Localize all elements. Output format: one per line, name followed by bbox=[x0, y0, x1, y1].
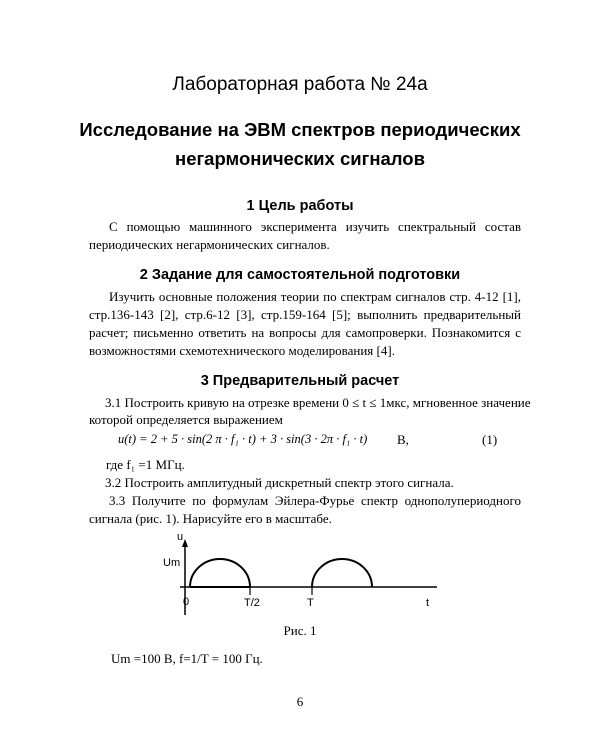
item-3-2: 3.2 Построить амплитудный дискретный спектр этого сигнала. bbox=[105, 475, 454, 490]
origin-label: 0 bbox=[183, 596, 190, 608]
where-text: где f₁ =1 МГц. bbox=[106, 457, 185, 472]
section-2-heading: 2 Задание для самостоятельной подготовки bbox=[139, 267, 461, 283]
signal-pulse-1 bbox=[190, 559, 250, 587]
item-3-1-line-2: которой определяется выражением bbox=[89, 412, 283, 427]
parameters-text: Um =100 В, f=1/T = 100 Гц. bbox=[111, 651, 263, 666]
subtitle-line-2: негармонических сигналов bbox=[175, 148, 425, 169]
section-2-text: Изучить основные положения теории по спектрам сигналов стр. 4-12 [1], стр.136-143 [2], стр.6-12 [3], стр.159-164 [5]; выполнить предварительный расчет; письменно ответить на вопросы для самопроверки. Познакомится с возможностями схемотехнического моделирования [4]. bbox=[89, 289, 521, 358]
period-label: T bbox=[307, 597, 314, 609]
formula-number: (1) bbox=[482, 432, 498, 447]
item-3-1-line-1: 3.1 Построить кривую на отрезке времени 0 ≤ t ≤ 1мкс, мгновенное значение bbox=[105, 395, 531, 410]
section-3-heading: 3 Предварительный расчет bbox=[200, 373, 400, 389]
section-1-heading: 1 Цель работы bbox=[246, 198, 354, 214]
signal-pulse-2 bbox=[312, 559, 372, 587]
formula-unit: В, bbox=[397, 432, 409, 447]
section-1-text: С помощью машинного эксперимента изучить спектральный состав периодических негармонических сигналов. bbox=[89, 219, 521, 252]
formula: u(t) = 2 + 5 · sin(2 π · f₁ · t) + 3 · sin(3 · 2π · f₁ · t) bbox=[118, 432, 368, 446]
lab-title: Лабораторная работа № 24а bbox=[172, 74, 428, 95]
um-label: Um bbox=[163, 557, 181, 569]
item-3-3: 3.3 Получите по формулам Эйлера-Фурье спектр однополупериодного сигнала (рис. 1). Нарисуйте его в масштабе. bbox=[89, 493, 521, 526]
y-axis-label: u bbox=[177, 531, 184, 543]
t-axis-label: t bbox=[426, 597, 430, 609]
page-number: 6 bbox=[296, 694, 304, 709]
figure-half-wave-signal bbox=[0, 525, 600, 630]
half-period-label: T/2 bbox=[244, 597, 260, 609]
subtitle-line-1: Исследование на ЭВМ спектров периодических bbox=[79, 119, 521, 140]
figure-caption: Рис. 1 bbox=[283, 623, 317, 638]
